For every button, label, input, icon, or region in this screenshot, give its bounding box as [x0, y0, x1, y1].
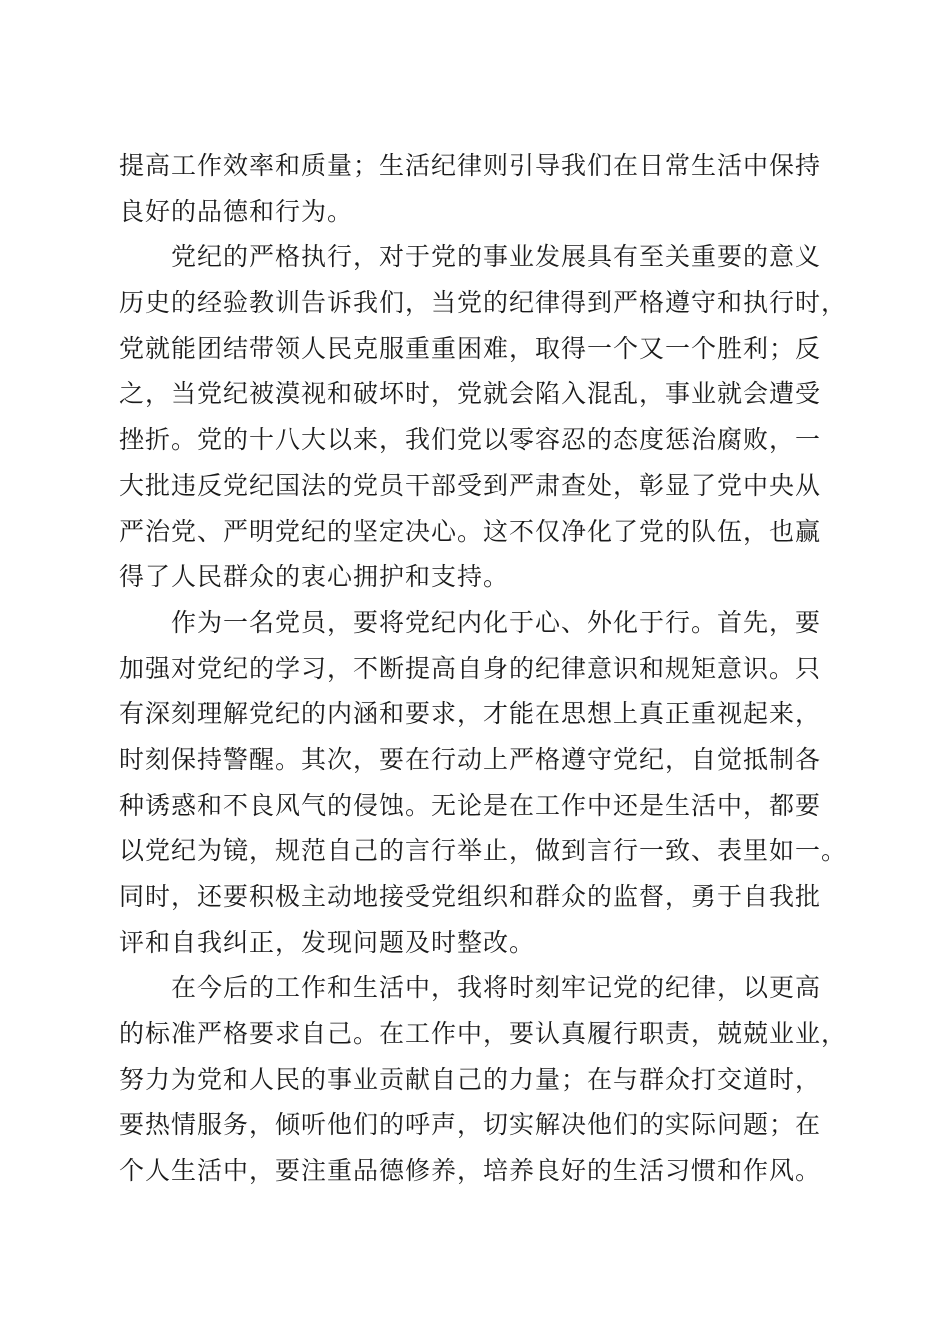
text-line: 良好的品德和行为。	[119, 196, 354, 226]
text-line: 在今后的工作和生活中，我将时刻牢记党的纪律，以更高	[171, 973, 822, 1003]
text-line: 得了人民群众的衷心拥护和支持。	[119, 562, 510, 592]
text-line: 历史的经验教训告诉我们，当党的纪律得到严格遵守和执行时，	[119, 288, 848, 318]
text-line: 有深刻理解党纪的内涵和要求，才能在思想上真正重视起来，	[119, 699, 822, 729]
text-line: 努力为党和人民的事业贡献自己的力量；在与群众打交道时，	[119, 1064, 822, 1094]
paragraph-4	[119, 965, 848, 1193]
text-line: 同时，还要积极主动地接受党组织和群众的监督，勇于自我批	[119, 882, 822, 911]
text-line: 大批违反党纪国法的党员干部受到严肃查处，彰显了党中央从	[119, 470, 822, 500]
text-line: 严治党、严明党纪的坚定决心。这不仅净化了党的队伍，也赢	[119, 516, 822, 546]
text-line: 作为一名党员，要将党纪内化于心、外化于行。首先，要	[171, 607, 822, 637]
text-line: 挫折。党的十八大以来，我们党以零容忍的态度惩治腐败，一	[119, 425, 822, 455]
paragraph-1	[119, 143, 834, 234]
text-line: 时刻保持警醒。其次，要在行动上严格遵守党纪，自觉抵制各	[119, 744, 822, 774]
text-line: 以党纪为镜，规范自己的言行举止，做到言行一致、表里如一。	[119, 836, 848, 866]
paragraph-2	[119, 234, 848, 600]
text-line: 提高工作效率和质量；生活纪律则引导我们在日常生活中保持	[119, 151, 822, 180]
text-line: 种诱惑和不良风气的侵蚀。无论是在工作中还是生活中，都要	[119, 790, 822, 820]
text-line: 的标准严格要求自己。在工作中，要认真履行职责，兢兢业业，	[119, 1019, 848, 1049]
text-line: 加强对党纪的学习，不断提高自身的纪律意识和规矩意识。只	[119, 653, 822, 683]
text-line: 评和自我纠正，发现问题及时整改。	[119, 927, 536, 957]
text-line: 党就能团结带领人民克服重重困难，取得一个又一个胜利；反	[119, 333, 822, 363]
paragraph-3	[119, 600, 848, 966]
text-line: 之，当党纪被漠视和破坏时，党就会陷入混乱，事业就会遭受	[119, 379, 822, 409]
text-line: 党纪的严格执行，对于党的事业发展具有至关重要的意义	[171, 242, 822, 272]
text-line: 要热情服务，倾听他们的呼声，切实解决他们的实际问题；在	[119, 1110, 822, 1140]
text-line: 个人生活中，要注重品德修养，培养良好的生活习惯和作风。	[119, 1156, 822, 1186]
document-body	[119, 143, 848, 1194]
